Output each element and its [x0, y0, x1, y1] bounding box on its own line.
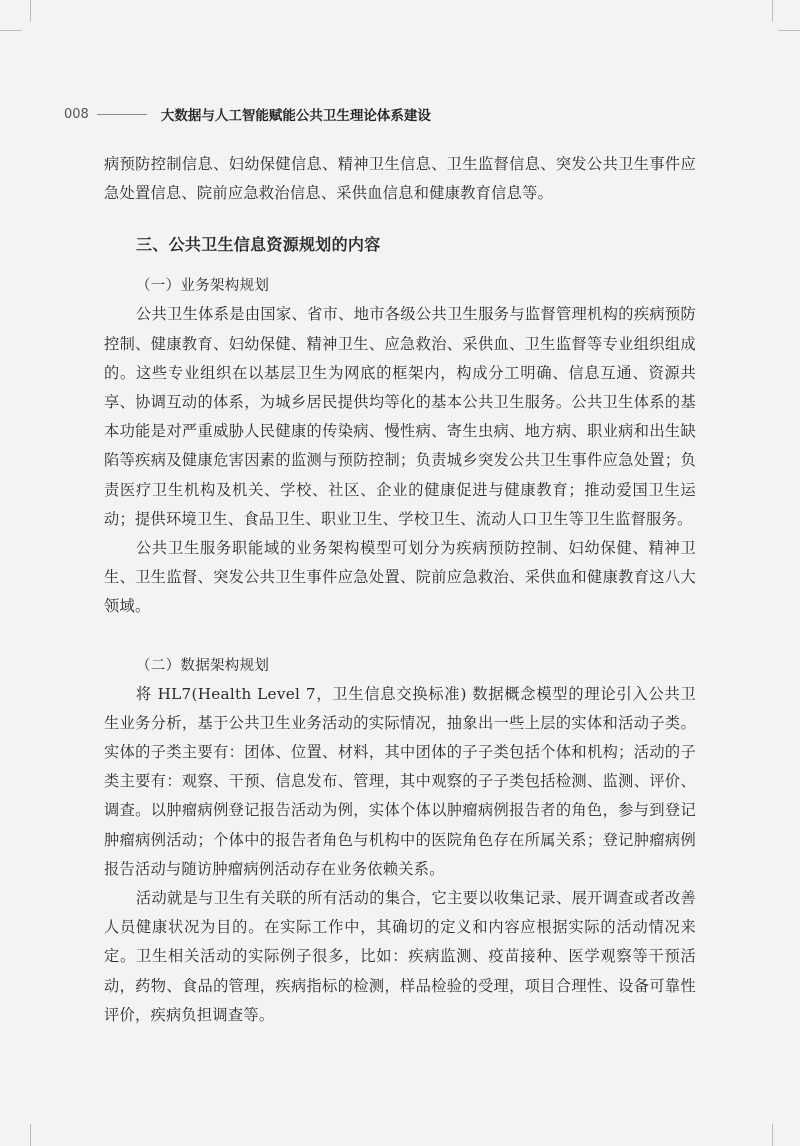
subsection-heading-business: （一）业务架构规划 [136, 278, 270, 295]
page-body [104, 150, 696, 1030]
section-heading: 三、公共卫生信息资源规划的内容 [136, 235, 381, 255]
crop-mark [778, 30, 800, 31]
header-rule [97, 114, 147, 115]
continued-paragraph: 病预防控制信息、妇幼保健信息、精神卫生信息、卫生监督信息、突发公共卫生事件应急处置信息、院前应急救治信息、采供血信息和健康教育信息等。 [104, 155, 696, 203]
paragraph: 活动就是与卫生有关联的所有活动的集合，它主要以收集记录、展开调查或者改善人员健康状况为目的。在实际工作中，其确切的定义和内容应根据实际的活动情况来定。卫生相关活动的实际例子很多，比如：疾病监测、疫苗接种、医学观察等干预活动，药物、食品的管理，疾病指标的检测，样品检验的受理，项目合理性、设备可靠性评价，疾病负担调查等。 [104, 889, 696, 1024]
page-number: 008 [64, 106, 89, 122]
crop-mark [772, 0, 773, 22]
running-title: 大数据与人工智能赋能公共卫生理论体系建设 [160, 108, 431, 124]
paragraph: 公共卫生服务职能域的业务架构模型可划分为疾病预防控制、妇幼保健、精神卫生、卫生监督、突发公共卫生事件应急处置、院前应急救治、采供血和健康教育这八大领域。 [104, 539, 696, 616]
paragraph: 公共卫生体系是由国家、省市、地市各级公共卫生服务与监督管理机构的疾病预防控制、健康教育、妇幼保健、精神卫生、应急救治、采供血、卫生监督等专业组织组成的。这些专业组织在以基层卫生为网底的框架内，构成分工明确、信息互通、资源共享、协调互动的体系，为城乡居民提供均等化的基本公共卫生服务。公共卫生体系的基本功能是对严重威胁人民健康的传染病、慢性病、寄生虫病、地方病、职业病和出生缺陷等疾病及健康危害因素的监测与预防控制；负责城乡突发公共卫生事件应急处置；负责医疗卫生机构及机关、学校、社区、企业的健康促进与健康教育；推动爱国卫生运动；提供环境卫生、食品卫生、职业卫生、学校卫生、流动人口卫生等卫生监督服务。 [104, 305, 696, 528]
crop-mark [772, 1124, 773, 1146]
crop-mark [30, 1124, 31, 1146]
subsection-heading-data: （二）数据架构规划 [136, 657, 270, 674]
page-header [64, 104, 431, 124]
crop-mark [0, 30, 22, 31]
crop-mark [30, 0, 31, 22]
paragraph: 将 HL7(Health Level 7，卫生信息交换标准) 数据概念模型的理论引入公共卫生业务分析，基于公共卫生业务活动的实际情况，抽象出一些上层的实体和活动子类。实体的子类主要有：团体、位置、材料，其中团体的子子类包括个体和机构；活动的子类主要有：观察、干预、信息发布、管理，其中观察的子子类包括检测、监测、评价、调查。以肿瘤病例登记报告活动为例，实体个体以肿瘤病例报告者的角色，参与到登记肿瘤病例活动；个体中的报告者角色与机构中的医院角色存在所属关系；登记肿瘤病例报告活动与随访肿瘤病例活动存在业务依赖关系。 [104, 684, 696, 878]
